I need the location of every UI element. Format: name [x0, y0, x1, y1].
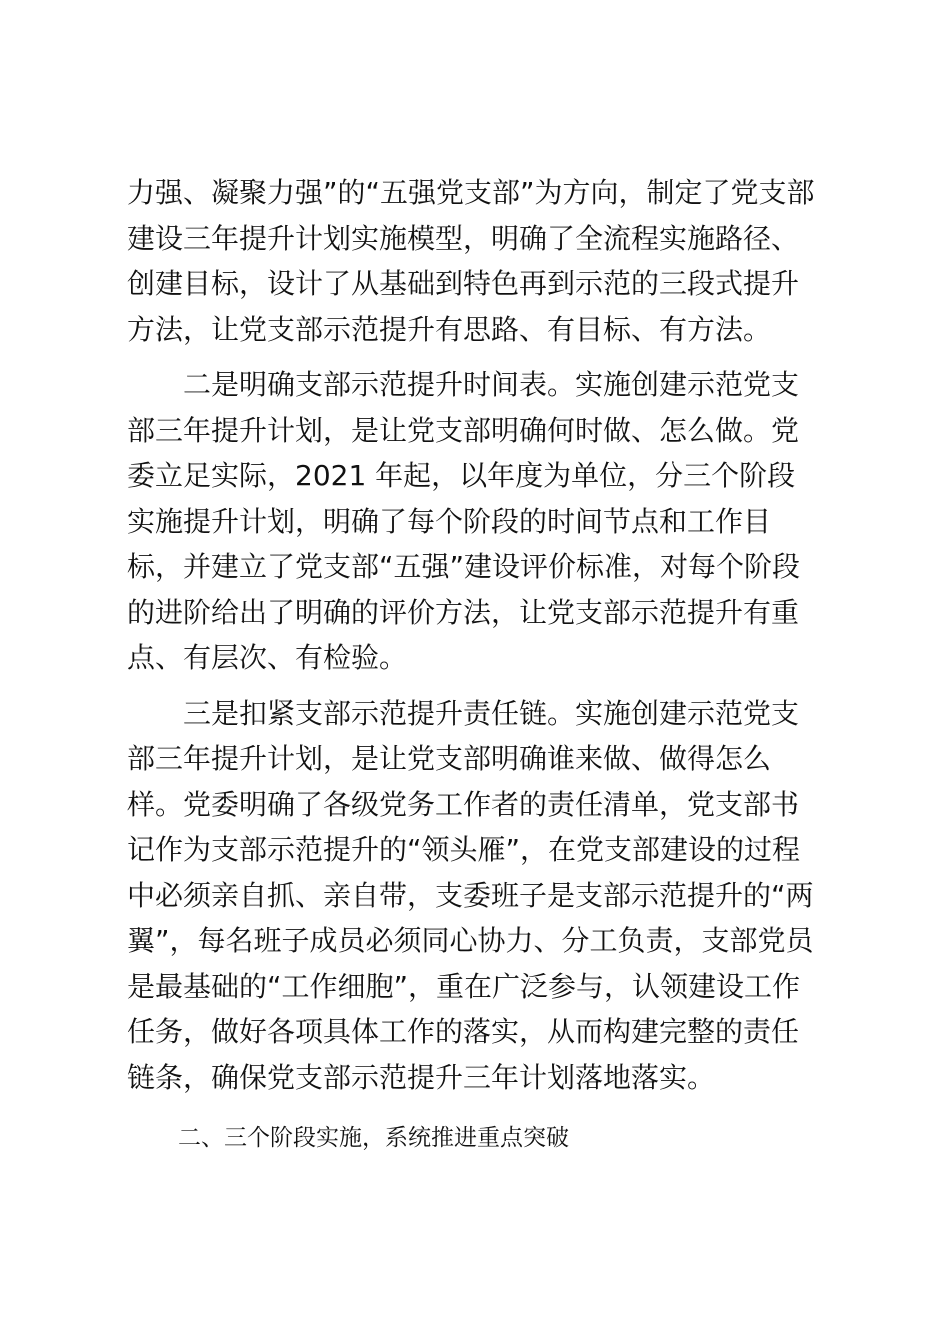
paragraph-1: [127, 170, 833, 352]
paragraph-line: 建设三年提升计划实施模型，明确了全流程实施路径、: [127, 221, 800, 255]
paragraph-line: 部三年提升计划，是让党支部明确谁来做、做得怎么: [127, 742, 772, 775]
paragraph-line: 任务，做好各项具体工作的落实，从而构建完整的责任: [127, 1015, 800, 1048]
paragraph-line: 三是扣紧支部示范提升责任链。实施创建示范党支: [183, 696, 800, 730]
paragraph-line: 委立足实际，2021 年起，以年度为单位，分三个阶段: [127, 459, 796, 492]
paragraph-line: 创建目标，设计了从基础到特色再到示范的三段式提升: [127, 267, 800, 300]
paragraph-line: 样。党委明确了各级党务工作者的责任清单，党支部书: [127, 787, 800, 821]
paragraph-line: 部三年提升计划，是让党支部明确何时做、怎么做。党: [127, 413, 800, 447]
paragraph-line: 力强、凝聚力强”的“五强党支部”为方向，制定了党支部: [127, 176, 815, 209]
paragraph-line: 实施提升计划，明确了每个阶段的时间节点和工作目: [127, 504, 772, 538]
paragraph-line: 链条，确保党支部示范提升三年计划落地落实。: [127, 1060, 716, 1094]
paragraph-line: 中必须亲自抓、亲自带，支委班子是支部示范提升的“两: [127, 878, 814, 912]
paragraph-line: 标，并建立了党支部“五强”建设评价标准，对每个阶段: [127, 550, 801, 583]
paragraph-line: 是最基础的“工作细胞”，重在广泛参与，认领建设工作: [127, 969, 801, 1003]
paragraph-3: [127, 691, 833, 1101]
paragraph-2: [127, 362, 833, 681]
document-body: [127, 170, 833, 1100]
paragraph-line: 方法，让党支部示范提升有思路、有目标、有方法。: [127, 312, 772, 346]
paragraph-line: 二是明确支部示范提升时间表。实施创建示范党支: [183, 368, 800, 401]
paragraph-line: 点、有层次、有检验。: [127, 641, 408, 674]
paragraph-line: 记作为支部示范提升的“领头雁”，在党支部建设的过程: [127, 833, 801, 866]
paragraph-line: 的进阶给出了明确的评价方法，让党支部示范提升有重: [127, 595, 800, 629]
paragraph-line: 翼”，每名班子成员必须同心协力、分工负责，支部党员: [127, 924, 814, 957]
section-heading: 二、三个阶段实施，系统推进重点突破: [178, 1125, 569, 1151]
